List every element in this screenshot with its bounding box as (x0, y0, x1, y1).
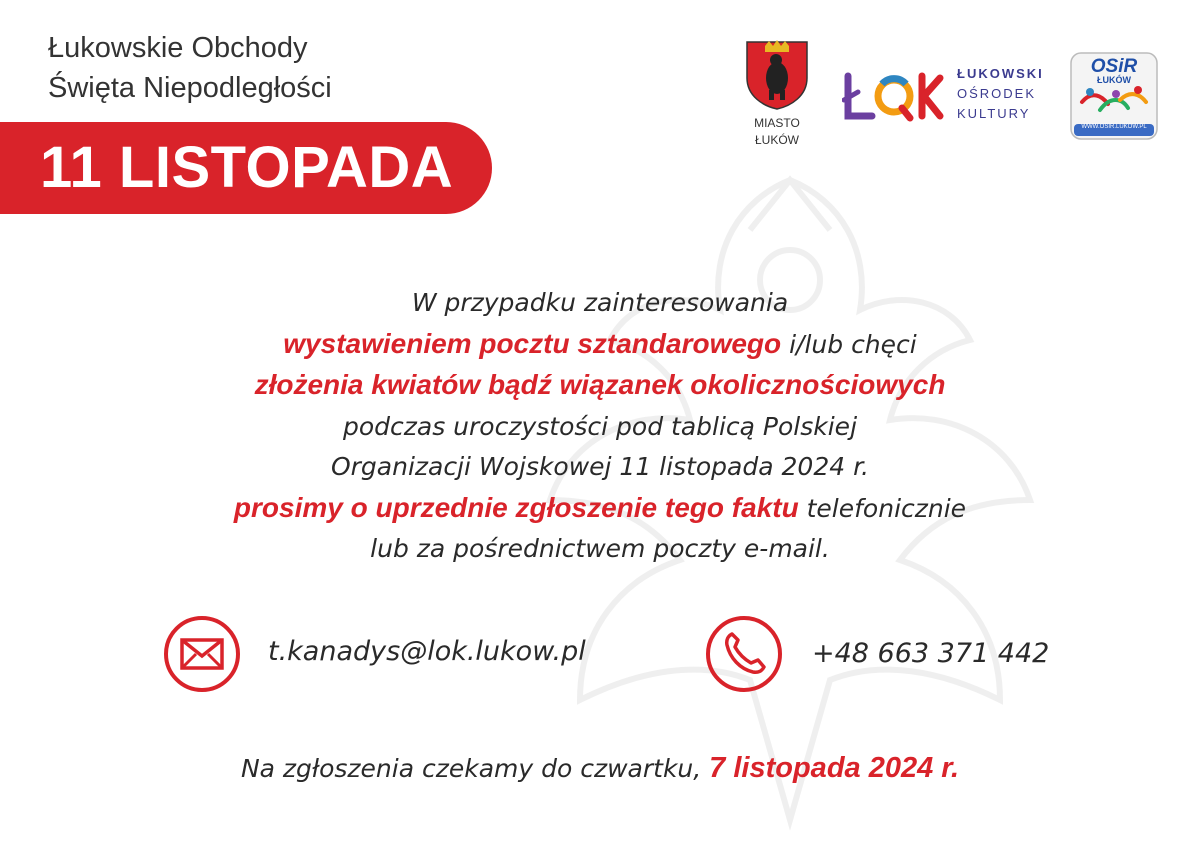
lok-logo-line2: OŚRODEK (957, 86, 1037, 101)
city-logo-line1: MIASTO (754, 116, 800, 130)
message-line7: lub za pośrednictwem poczty e-mail. (370, 534, 830, 563)
lok-logo-text (957, 64, 1044, 124)
event-title (48, 28, 332, 108)
email-link[interactable]: t.kanadys@lok.lukow.pl (268, 636, 586, 667)
message-highlight-2: złożenia kwiatów bądź wiązanek okolicznościowych (254, 369, 946, 400)
message-line6-rest: telefonicznie (798, 493, 967, 523)
city-logo-text (733, 115, 821, 149)
message-line2-rest: i/lub chęci (781, 329, 917, 359)
message-body (100, 283, 1100, 570)
message-highlight-3: prosimy o uprzednie zgłoszenie tego faktu (233, 491, 799, 523)
osir-logo-line1: OSiR (1090, 56, 1138, 77)
message-line1: W przypadku zainteresowania (411, 288, 789, 317)
date-banner-text: 11 LISTOPADA (40, 135, 454, 200)
lok-logo-line1: ŁUKOWSKI (957, 66, 1044, 81)
deadline-note (100, 748, 1100, 789)
event-title-line1: Łukowskie Obchody (48, 32, 308, 64)
osir-logo-line2: ŁUKÓW (1097, 75, 1131, 85)
deadline-date: 7 listopada 2024 r. (709, 752, 960, 784)
date-banner (0, 122, 492, 214)
city-logo-line2: ŁUKÓW (754, 133, 799, 147)
lok-logo-icon (842, 72, 944, 122)
lok-logo-line3: KULTURY (957, 106, 1031, 121)
phone-icon (704, 614, 784, 694)
message-highlight-1: wystawieniem pocztu sztandarowego (283, 327, 782, 359)
phone-link[interactable]: +48 663 371 442 (812, 638, 1050, 669)
message-line6 (100, 488, 1100, 530)
osir-url: WWW.OSIR.LUKOW.PL (1081, 124, 1147, 130)
message-line5: Organizacji Wojskowej 11 listopada 2024 r. (330, 452, 870, 481)
message-line3 (100, 365, 1100, 407)
envelope-icon (162, 614, 242, 694)
deadline-text: Na zgłoszenia czekamy do czwartku, (240, 754, 710, 783)
event-title-line2: Święta Niepodległości (48, 72, 332, 104)
message-line4: podczas uroczystości pod tablicą Polskiej (342, 411, 858, 441)
message-line2 (100, 324, 1100, 366)
city-crest-icon (745, 38, 809, 110)
